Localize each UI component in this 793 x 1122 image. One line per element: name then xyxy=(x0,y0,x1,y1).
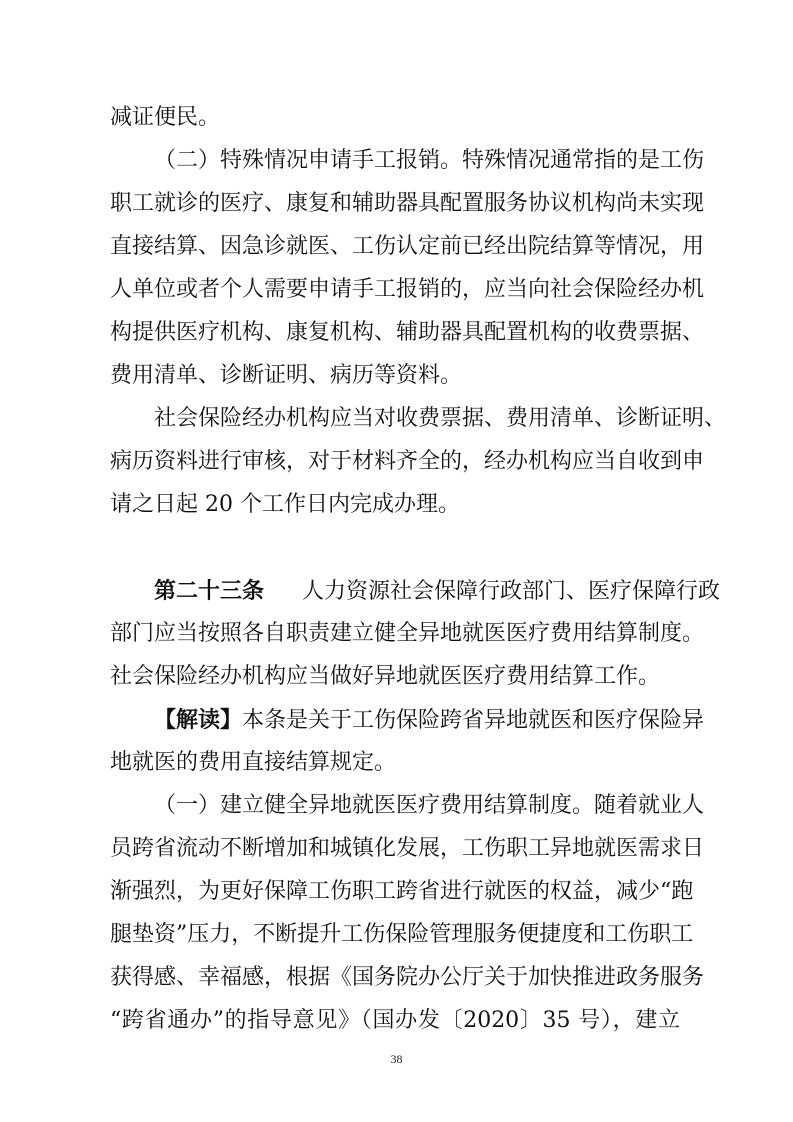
text-line: 获得感、幸福感，根据《国务院办公厅关于加快推进政务服务 xyxy=(110,965,705,990)
text-line: 请之日起 20 个工作日内完成办理。 xyxy=(110,492,460,517)
article-heading: 第二十三条 xyxy=(154,578,265,604)
text-line: 社会保险经办机构应当做好异地就医医疗费用结算工作。 xyxy=(110,664,661,689)
text-line: 渐强烈，为更好保障工伤职工跨省进行就医的权益，减少“跑 xyxy=(110,879,694,904)
article-text: 人力资源社会保障行政部门、医疗保障行政 xyxy=(302,579,721,604)
text-line: 直接结算、因急诊就医、工伤认定前已经出院结算等情况，用 xyxy=(110,234,705,259)
page-number: 38 xyxy=(390,1052,403,1066)
text-line: 社会保险经办机构应当对收费票据、费用清单、诊断证明、 xyxy=(154,406,727,431)
text-line: “跨省通办”的指导意见》（国办发〔2020〕35 号），建立 xyxy=(110,1008,680,1033)
text-line: 部门应当按照各自职责建立健全异地就医医疗费用结算制度。 xyxy=(110,621,705,646)
text-line: （二）特殊情况申请手工报销。特殊情况通常指的是工伤 xyxy=(154,148,705,173)
text-line: 腿垫资”压力，不断提升工伤保险管理服务便捷度和工伤职工 xyxy=(110,922,694,947)
text-line: 病历资料进行审核，对于材料齐全的，经办机构应当自收到申 xyxy=(110,449,705,474)
text-line: （一）建立健全异地就医医疗费用结算制度。随着就业人 xyxy=(154,793,705,818)
interpretation-text: 本条是关于工伤保险跨省异地就医和医疗保险异 xyxy=(242,708,705,733)
text-line: 减证便民。 xyxy=(110,105,221,130)
interpretation-label: 【解读】 xyxy=(154,707,243,733)
text-line: 员跨省流动不断增加和城镇化发展，工伤职工异地就医需求日 xyxy=(110,836,705,861)
text-line: 费用清单、诊断证明、病历等资料。 xyxy=(110,363,463,388)
text-line: 构提供医疗机构、康复机构、辅助器具配置机构的收费票据、 xyxy=(110,320,705,345)
interpretation-first-line xyxy=(154,705,705,736)
text-line: 人单位或者个人需要申请手工报销的，应当向社会保险经办机 xyxy=(110,277,705,302)
article-first-line xyxy=(154,576,721,607)
text-line: 地就医的费用直接结算规定。 xyxy=(110,750,397,775)
text-line: 职工就诊的医疗、康复和辅助器具配置服务协议机构尚未实现 xyxy=(110,191,705,216)
